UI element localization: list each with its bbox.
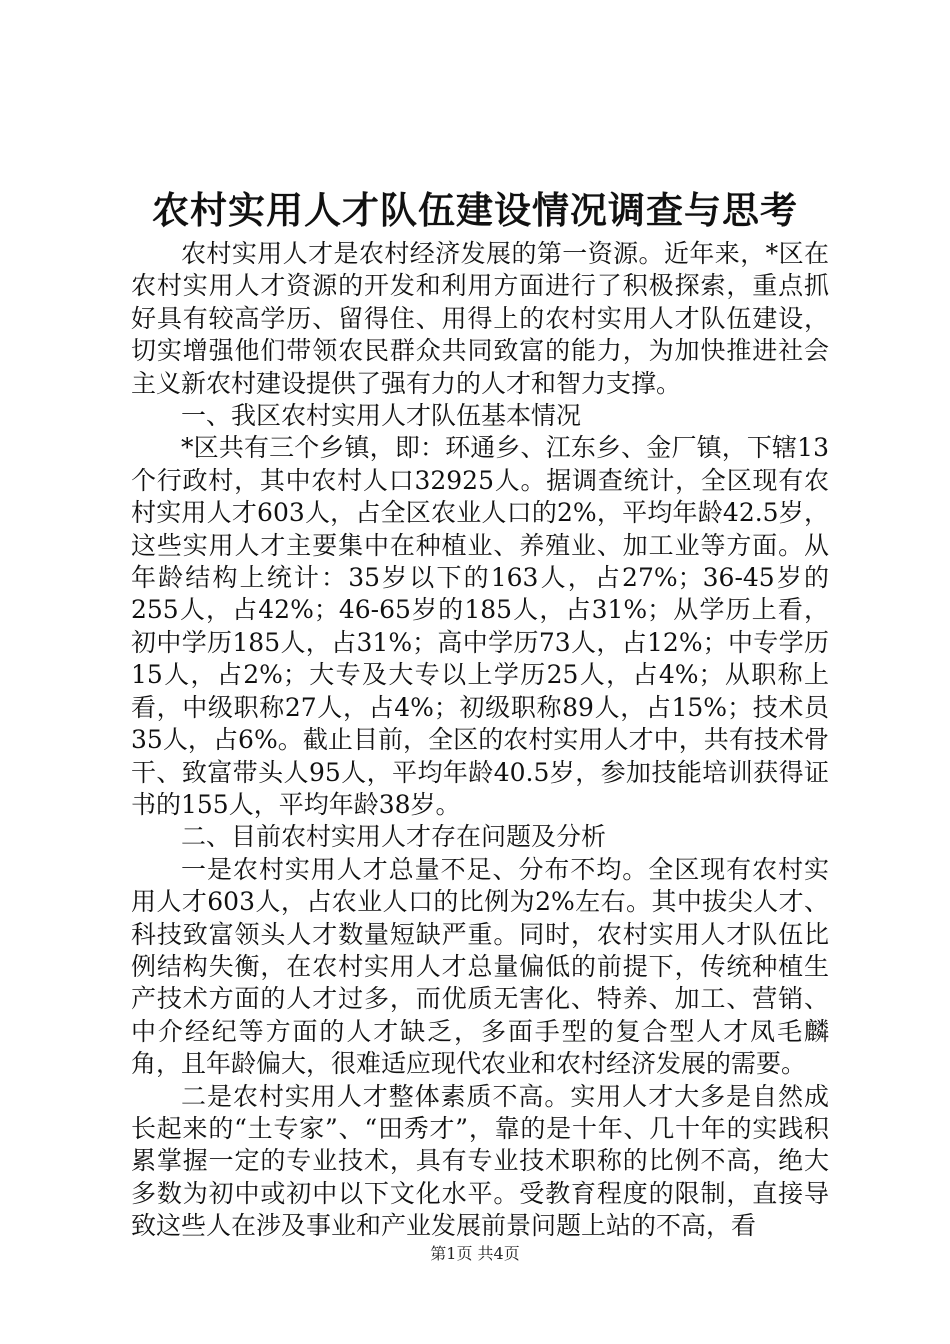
document-title: 农村实用人才队伍建设情况调查与思考 xyxy=(152,188,798,232)
paragraph-problem-2: 二是农村实用人才整体素质不高。实用人才大多是自然成长起来的“土专家”、“田秀才”，靠的是十年、几十年的实践积累掌握一定的专业技术，具有专业技术职称的比例不高，绝大多数为初中或初中以下文化水平。受教育程度的限制，直接导致这些人在涉及事业和产业发展前景问题上站的不高，看 xyxy=(131,1081,829,1241)
paragraph-basic-situation: *区共有三个乡镇，即：环通乡、江东乡、金厂镇，下辖13个行政村，其中农村人口32925人。据调查统计，全区现有农村实用人才603人，占全区农业人口的2%，平均年龄42.5岁，这些实用人才主要集中在种植业、养殖业、加工业等方面。从年龄结构上统计：35岁以下的163人，占27%；36-45岁的255人，占42%；46-65岁的185人，占31%；从学历上看，初中学历185人，占31%；高中学历73人，占12%；中专学历15人，占2%；大专及大专以上学历25人，占4%；从职称上看，中级职称27人，占4%；初级职称89人，占15%；技术员35人，占6%。截止目前，全区的农村实用人才中，共有技术骨干、致富带头人95人，平均年龄40.5岁，参加技能培训获得证书的155人，平均年龄38岁。 xyxy=(131,433,829,819)
document-body xyxy=(131,238,829,1243)
section-heading-1: 一、我区农村实用人才队伍基本情况 xyxy=(181,401,582,431)
page-number-footer: 第1页 共4页 xyxy=(430,1244,520,1263)
section-heading-2: 二、目前农村实用人才存在问题及分析 xyxy=(181,822,607,852)
paragraph-intro: 农村实用人才是农村经济发展的第一资源。近年来，*区在农村实用人才资源的开发和利用方面进行了积极探索，重点抓好具有较高学历、留得住、用得上的农村实用人才队伍建设，切实增强他们带领农民群众共同致富的能力，为加快推进社会主义新农村建设提供了强有力的人才和智力支撑。 xyxy=(131,239,829,398)
paragraph-problem-1: 一是农村实用人才总量不足、分布不均。全区现有农村实用人才603人，占农业人口的比例为2%左右。其中拔尖人才、科技致富领头人才数量短缺严重。同时，农村实用人才队伍比例结构失衡，在农村实用人才总量偏低的前提下，传统种植生产技术方面的人才过多，而优质无害化、特养、加工、营销、中介经纪等方面的人才缺乏，多面手型的复合型人才凤毛麟角，且年龄偏大，很难适应现代农业和农村经济发展的需要。 xyxy=(131,854,829,1079)
